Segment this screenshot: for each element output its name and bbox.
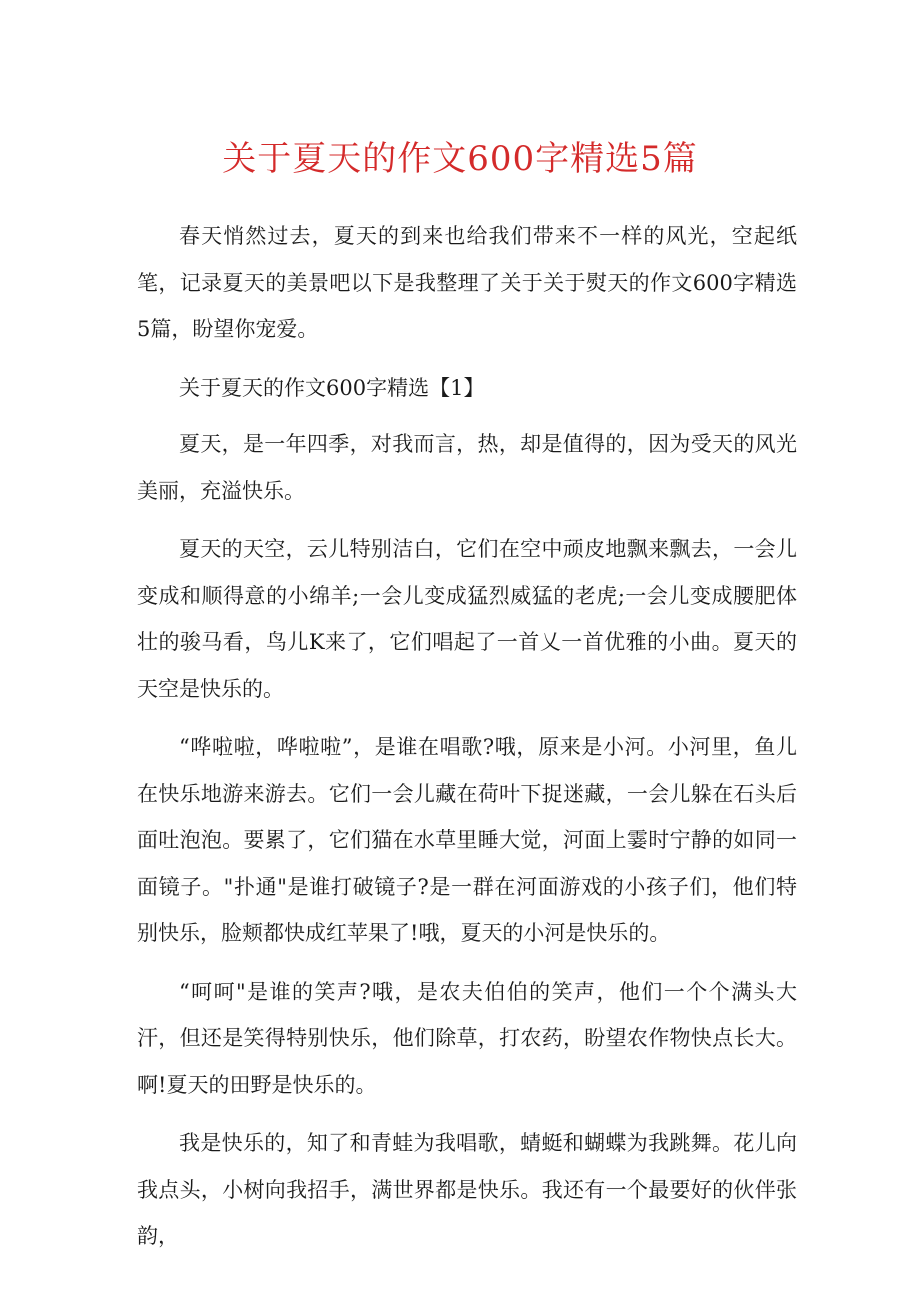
section-heading: 关于夏天的作文600字精选【1】: [179, 375, 485, 400]
document-body: [137, 213, 797, 1272]
body-paragraph: 我是快乐的，知了和青蛙为我唱歌，蜻蜓和蝴蝶为我跳舞。花儿向我点头，小树向我招手，满世界都是快乐。我还有一个最要好的伙伴张韵，: [137, 1131, 797, 1248]
intro-paragraph: 春天悄然过去，夏天的到来也给我们带来不一样的风光，空起纸笔，记录夏天的美景吧以下是我整理了关于关于熨天的作文600字精选5篇，盼望你宠爱。: [137, 224, 797, 341]
body-paragraph: 夏天，是一年四季，对我而言，热，却是值得的，因为受天的风光美丽，充溢快乐。: [137, 432, 797, 503]
body-paragraph: “呵呵"是谁的笑声?哦，是农夫伯伯的笑声，他们一个个满头大汗，但还是笑得特别快乐，他们除草，打农药，盼望农作物快点长大。啊!夏天的田野是快乐的。: [137, 979, 797, 1097]
document-title: 关于夏天的作文600字精选5篇: [222, 139, 698, 179]
body-paragraph: “哗啦啦，哗啦啦”，是谁在唱歌?哦，原来是小河。小河里，鱼儿在快乐地游来游去。它们一会儿藏在荷叶下捉迷藏，一会儿躲在石头后面吐泡泡。要累了，它们猫在水草里睡大觉，河面上霎时宁静的如同一面镜子。"扑通"是谁打破镜子?是一群在河面游戏的小孩子们，他们特别快乐，脸颊都快成红苹果了!哦，夏天的小河是快乐的。: [137, 735, 797, 945]
body-paragraph: 夏天的天空，云儿特别洁白，它们在空中顽皮地飘来飘去，一会儿变成和顺得意的小绵羊;一会儿变成猛烈威猛的老虎;一会儿变成腰肥体壮的骏马看，鸟儿K来了，它们唱起了一首乂一首优雅的小曲。夏天的天空是快乐的。: [137, 537, 797, 701]
